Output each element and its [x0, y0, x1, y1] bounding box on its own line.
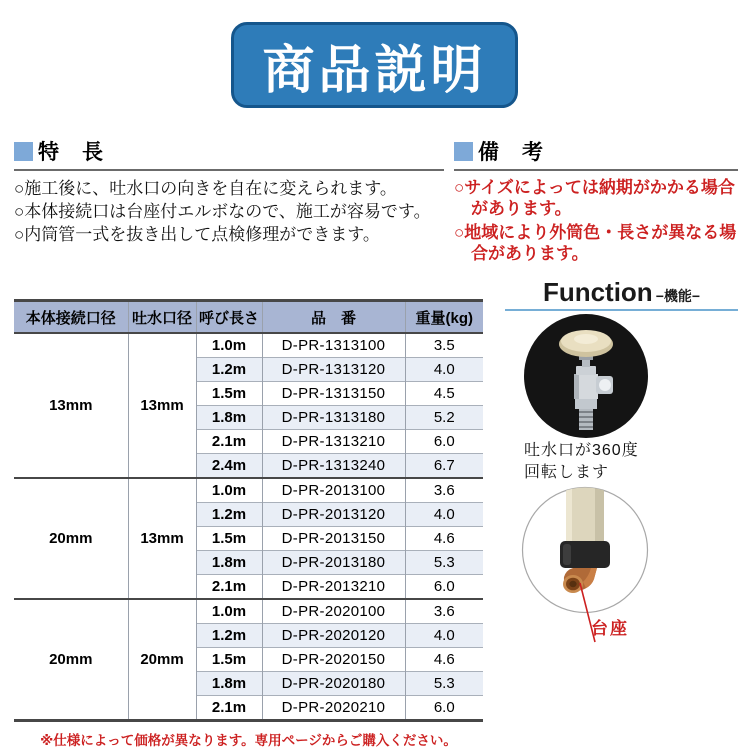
col-header-spout-diameter: 吐水口径 — [128, 301, 196, 334]
length-cell: 1.2m — [196, 503, 262, 527]
col-header-part-number: 品 番 — [262, 301, 405, 334]
weight-cell: 3.6 — [405, 599, 483, 624]
spout-diameter-cell: 20mm — [128, 599, 196, 721]
weight-cell: 5.3 — [405, 672, 483, 696]
features-heading — [14, 136, 444, 171]
weight-cell: 4.0 — [405, 503, 483, 527]
part-number-cell: D-PR-1313210 — [262, 430, 405, 454]
spout-diameter-cell: 13mm — [128, 478, 196, 599]
table-row — [14, 478, 483, 503]
weight-cell: 6.7 — [405, 454, 483, 479]
length-cell: 1.8m — [196, 551, 262, 575]
length-cell: 2.4m — [196, 454, 262, 479]
feature-item: ○本体接続口は台座付エルボなので、施工が容易です。 — [14, 202, 431, 221]
function-section — [505, 277, 738, 677]
col-header-weight: 重量(kg) — [405, 301, 483, 334]
weight-cell: 6.0 — [405, 696, 483, 721]
weight-cell: 3.6 — [405, 478, 483, 503]
product-spec-table — [14, 299, 483, 722]
function-heading — [505, 277, 738, 308]
weight-cell: 4.6 — [405, 648, 483, 672]
remarks-section — [454, 136, 738, 267]
length-cell: 1.5m — [196, 527, 262, 551]
feature-item: ○施工後に、吐水口の向きを自在に変えられます。 — [14, 179, 397, 198]
function-underline — [505, 309, 738, 311]
part-number-cell: D-PR-1313150 — [262, 382, 405, 406]
remarks-list — [454, 177, 738, 264]
weight-cell: 4.0 — [405, 358, 483, 382]
length-cell: 1.8m — [196, 672, 262, 696]
part-number-cell: D-PR-2013210 — [262, 575, 405, 600]
length-cell: 2.1m — [196, 696, 262, 721]
part-number-cell: D-PR-2013150 — [262, 527, 405, 551]
length-cell: 1.0m — [196, 333, 262, 358]
length-cell: 1.5m — [196, 648, 262, 672]
part-number-cell: D-PR-2013100 — [262, 478, 405, 503]
body-diameter-cell: 13mm — [14, 333, 128, 478]
table-header-row — [14, 301, 483, 334]
length-cell: 1.2m — [196, 624, 262, 648]
weight-cell: 6.0 — [405, 575, 483, 600]
remark-item: ○地域により外筒色・長さが異なる場合があります。 — [454, 223, 737, 263]
features-list — [14, 177, 444, 246]
length-cell: 1.2m — [196, 358, 262, 382]
col-header-length: 呼び長さ — [196, 301, 262, 334]
part-number-cell: D-PR-1313240 — [262, 454, 405, 479]
weight-cell: 3.5 — [405, 333, 483, 358]
rotation-caption-line2: 回転します — [524, 464, 610, 481]
table-row — [14, 599, 483, 624]
length-cell: 2.1m — [196, 430, 262, 454]
weight-cell: 5.3 — [405, 551, 483, 575]
part-number-cell: D-PR-1313120 — [262, 358, 405, 382]
function-heading-suffix: −機能− — [655, 288, 701, 304]
weight-cell: 6.0 — [405, 430, 483, 454]
part-number-cell: D-PR-2020150 — [262, 648, 405, 672]
part-number-cell: D-PR-2020120 — [262, 624, 405, 648]
length-cell: 2.1m — [196, 575, 262, 600]
rotation-caption — [524, 440, 639, 484]
section-square-icon — [14, 142, 33, 161]
function-heading-label: Function — [542, 277, 653, 307]
features-heading-label: 特 長 — [38, 141, 104, 164]
part-number-cell: D-PR-1313100 — [262, 333, 405, 358]
rotating-spout-photo — [524, 314, 648, 438]
table-row — [14, 333, 483, 358]
part-number-cell: D-PR-2020100 — [262, 599, 405, 624]
section-square-icon — [454, 142, 473, 161]
feature-item: ○内筒管一式を抜き出して点検修理ができます。 — [14, 225, 380, 244]
spec-table-wrap — [14, 299, 483, 749]
weight-cell: 5.2 — [405, 406, 483, 430]
part-number-cell: D-PR-1313180 — [262, 406, 405, 430]
length-cell: 1.5m — [196, 382, 262, 406]
part-number-cell: D-PR-2013120 — [262, 503, 405, 527]
part-number-cell: D-PR-2013180 — [262, 551, 405, 575]
remarks-heading — [454, 136, 738, 171]
weight-cell: 4.5 — [405, 382, 483, 406]
features-section — [14, 136, 444, 246]
remarks-heading-label: 備 考 — [478, 141, 544, 164]
rotation-caption-line1: 吐水口が360度 — [524, 442, 639, 459]
body-diameter-cell: 20mm — [14, 599, 128, 721]
page-title: 商品説明 — [262, 41, 487, 100]
length-cell: 1.8m — [196, 406, 262, 430]
price-footnote: ※仕様によって価格が異なります。専用ページからご購入ください。 — [40, 733, 457, 748]
part-number-cell: D-PR-2020180 — [262, 672, 405, 696]
length-cell: 1.0m — [196, 599, 262, 624]
product-description-banner — [231, 22, 518, 108]
col-header-body-diameter: 本体接続口径 — [14, 301, 128, 334]
part-number-cell: D-PR-2020210 — [262, 696, 405, 721]
weight-cell: 4.0 — [405, 624, 483, 648]
body-diameter-cell: 20mm — [14, 478, 128, 599]
weight-cell: 4.6 — [405, 527, 483, 551]
length-cell: 1.0m — [196, 478, 262, 503]
remark-item: ○サイズによっては納期がかかる場合があります。 — [454, 178, 735, 218]
spout-diameter-cell: 13mm — [128, 333, 196, 478]
base-label: 台座 — [591, 619, 629, 638]
